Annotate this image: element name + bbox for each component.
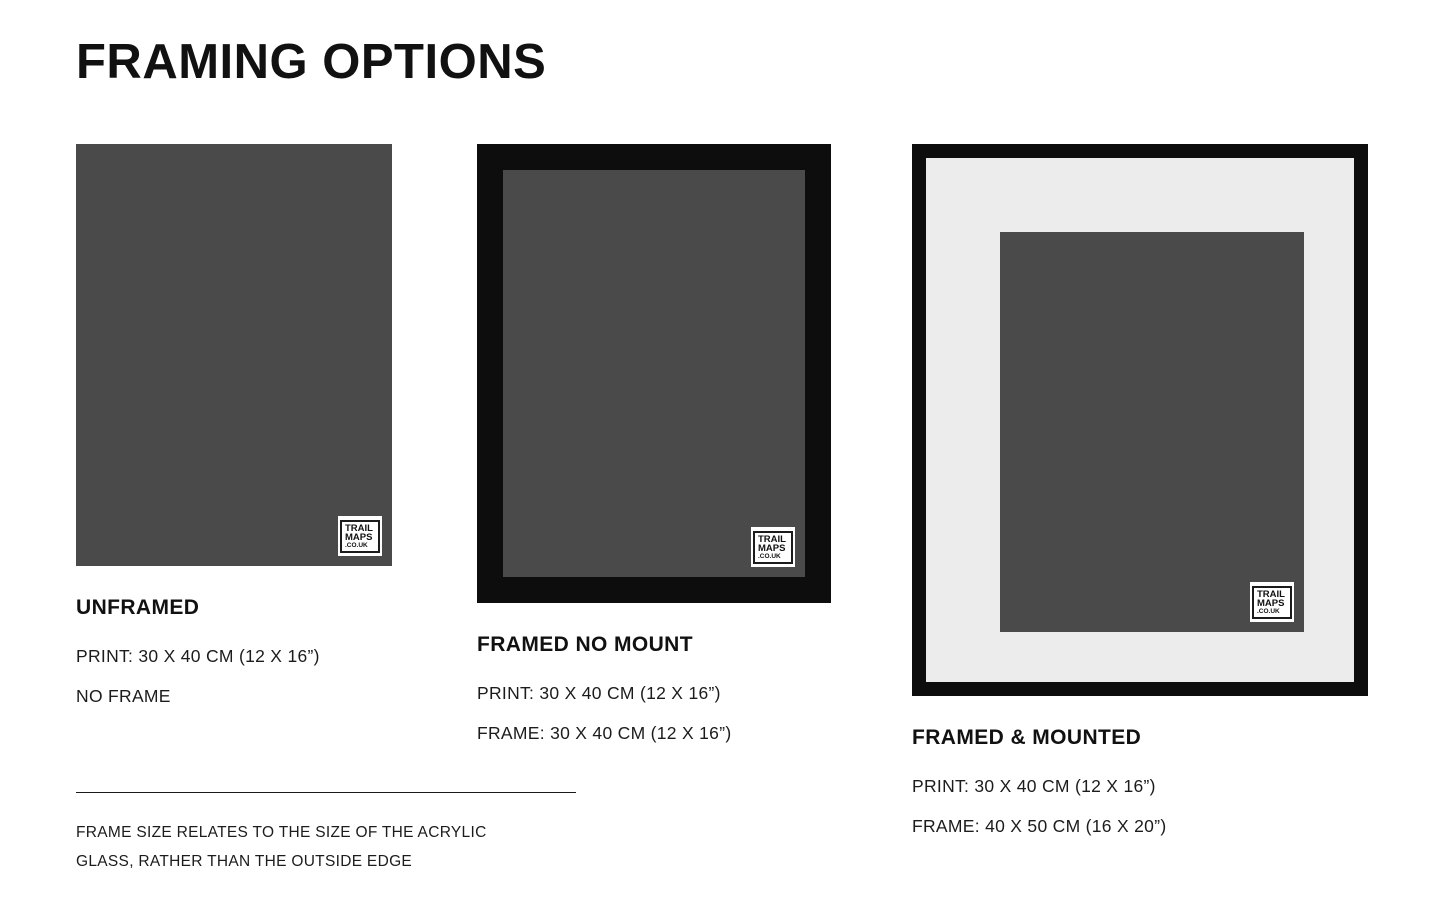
mount-swatch-framed-and-mounted bbox=[926, 158, 1354, 682]
trailmaps-logo-icon bbox=[751, 527, 795, 567]
logo-line-1: TRAIL bbox=[1257, 588, 1285, 600]
logo-line-3: .CO.UK bbox=[758, 552, 781, 560]
option-framed-and-mounted bbox=[912, 144, 1382, 837]
logo-line-2: MAPS bbox=[345, 532, 373, 544]
frame-swatch-framed-and-mounted bbox=[912, 144, 1368, 696]
option-frame-line-framed-and-mounted: FRAME: 40 X 50 CM (16 X 20”) bbox=[912, 816, 1167, 836]
option-unframed bbox=[76, 144, 476, 707]
logo-line-2: MAPS bbox=[1257, 598, 1285, 610]
print-swatch-unframed bbox=[76, 144, 392, 566]
option-frame-line-unframed: NO FRAME bbox=[76, 686, 171, 706]
option-framed-no-mount bbox=[477, 144, 897, 744]
frame-swatch-framed-no-mount bbox=[477, 144, 831, 603]
option-print-line-unframed: PRINT: 30 X 40 CM (12 X 16”) bbox=[76, 646, 320, 666]
logo-line-3: .CO.UK bbox=[1257, 607, 1280, 615]
option-title-framed-and-mounted: FRAMED & MOUNTED bbox=[912, 726, 1142, 749]
print-swatch-framed-no-mount bbox=[503, 170, 805, 577]
option-print-line-framed-and-mounted: PRINT: 30 X 40 CM (12 X 16”) bbox=[912, 776, 1156, 796]
footnote-line-1: FRAME SIZE RELATES TO THE SIZE OF THE ACRYLIC bbox=[76, 824, 487, 841]
logo-line-1: TRAIL bbox=[345, 522, 373, 534]
footnote-line-2: GLASS, RATHER THAN THE OUTSIDE EDGE bbox=[76, 853, 413, 871]
trailmaps-logo-icon bbox=[338, 516, 382, 556]
logo-line-2: MAPS bbox=[758, 543, 786, 555]
option-frame-line-framed-no-mount: FRAME: 30 X 40 CM (12 X 16”) bbox=[477, 723, 732, 743]
option-title-unframed: UNFRAMED bbox=[76, 596, 200, 619]
option-print-line-framed-no-mount: PRINT: 30 X 40 CM (12 X 16”) bbox=[477, 683, 721, 703]
logo-line-3: .CO.UK bbox=[345, 541, 368, 549]
footnote bbox=[76, 818, 536, 877]
logo-line-1: TRAIL bbox=[758, 533, 786, 545]
footnote-divider bbox=[76, 792, 576, 793]
page-title: FRAMING OPTIONS bbox=[76, 35, 547, 89]
option-title-framed-no-mount: FRAMED NO MOUNT bbox=[477, 633, 693, 656]
trailmaps-logo-icon bbox=[1250, 582, 1294, 622]
print-swatch-framed-and-mounted bbox=[1000, 232, 1304, 632]
